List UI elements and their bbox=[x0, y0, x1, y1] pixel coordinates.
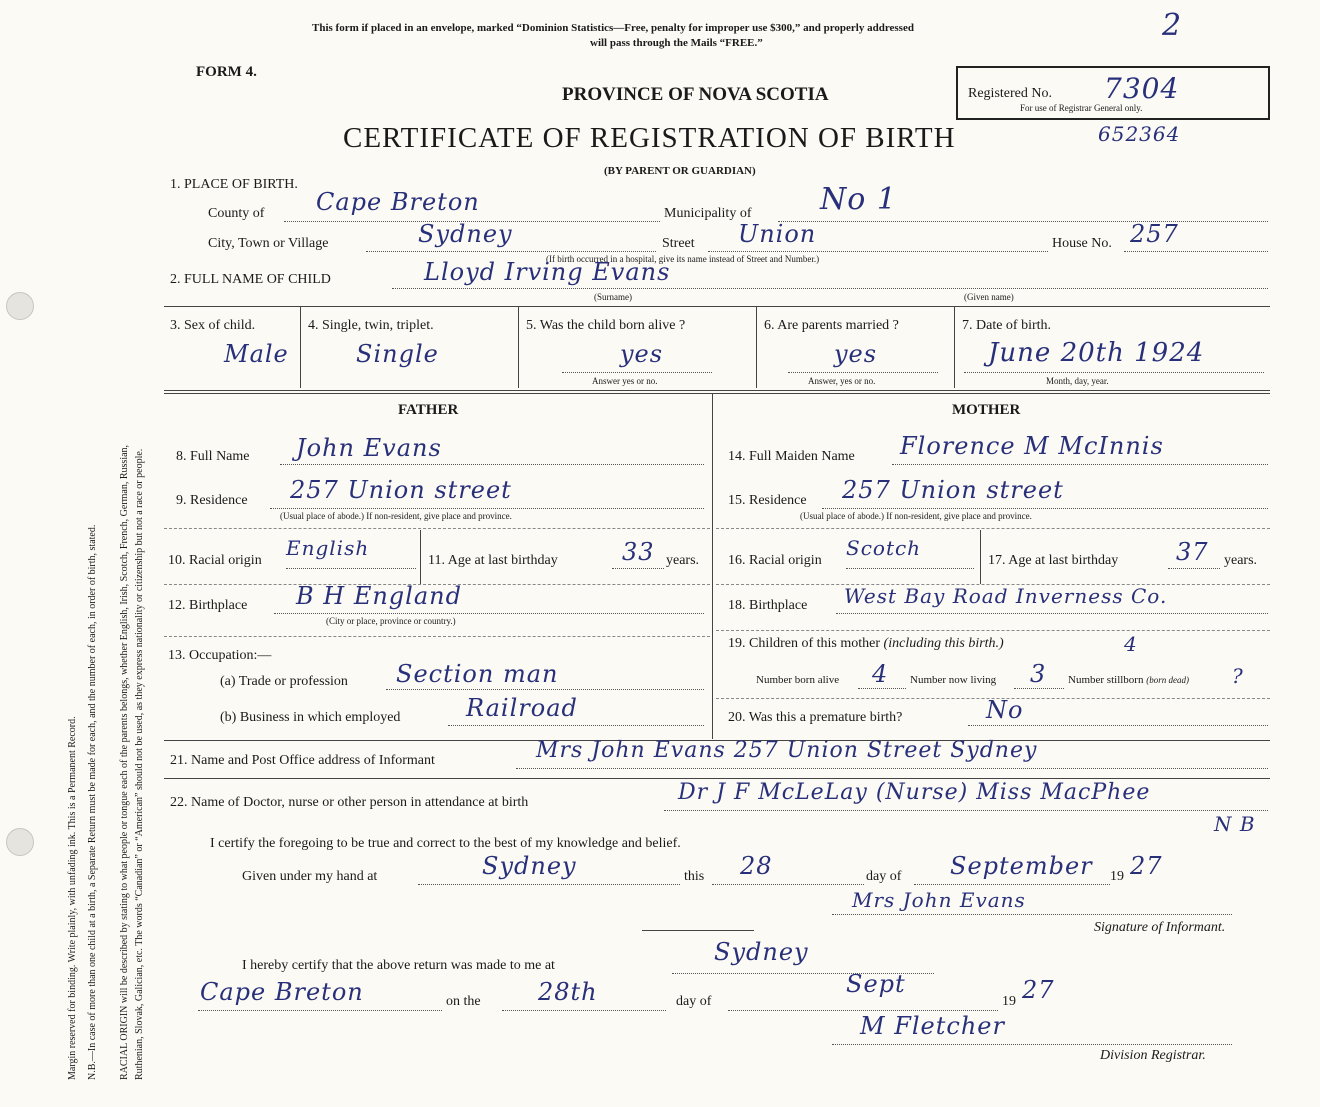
living-count-label: Number now living bbox=[910, 674, 997, 686]
margin-instructions-col4: Ruthenian, Slovak, Galician, etc. The words “Canadian” or “American” should not be used, as they express nationality or citizenship but not a race or people. bbox=[134, 448, 145, 1080]
doctor-line bbox=[664, 810, 1268, 811]
parents-column-divider bbox=[712, 394, 713, 739]
informant-line bbox=[516, 768, 1268, 769]
informant-certify-statement: I certify the foregoing to be true and correct to the best of my knowledge and belief. bbox=[210, 836, 681, 851]
stillborn-count-value: ? bbox=[1232, 664, 1244, 688]
registrar-county-value: Cape Breton bbox=[200, 978, 364, 1006]
born-alive-note: Answer yes or no. bbox=[592, 376, 658, 386]
sex-label: 3. Sex of child. bbox=[170, 318, 256, 333]
father-race-line bbox=[286, 568, 416, 569]
children-label-italic: (including this birth.) bbox=[883, 636, 1004, 651]
margin-instructions-col1: Margin reserved for binding. Write plainly, with unfading ink. This is a Permanent Record. bbox=[67, 716, 78, 1080]
house-number-label: House No. bbox=[1052, 236, 1112, 251]
father-birthplace-separator bbox=[164, 636, 710, 637]
municipality-value: No 1 bbox=[820, 182, 897, 217]
registrar-day-value: 28th bbox=[538, 978, 598, 1006]
father-race-value: English bbox=[286, 536, 370, 560]
registrar-on-the-label: on the bbox=[446, 994, 481, 1009]
margin-instructions-col2: N.B.—In case of more than one child at a birth, a Separate Return must be made for each, and the number of each, in order of birth, stated. bbox=[87, 524, 98, 1080]
stillborn-count-label bbox=[1068, 674, 1189, 686]
city-line bbox=[366, 251, 656, 252]
date-of-birth-value: June 20th 1924 bbox=[988, 338, 1205, 368]
father-birthplace-value: B H England bbox=[296, 582, 462, 610]
stillborn-label-italic: (born dead) bbox=[1146, 675, 1189, 685]
city-value: Sydney bbox=[418, 220, 513, 248]
parents-married-value: yes bbox=[834, 340, 878, 368]
premature-line bbox=[968, 725, 1268, 726]
document-title: CERTIFICATE OF REGISTRATION OF BIRTH bbox=[343, 122, 956, 154]
mother-age-value: 37 bbox=[1176, 538, 1209, 566]
form-number: FORM 4. bbox=[196, 64, 257, 80]
registrar-signature: M Fletcher bbox=[860, 1012, 1005, 1040]
mother-race-age-divider bbox=[980, 530, 981, 584]
father-race-label: 10. Racial origin bbox=[168, 553, 262, 568]
date-of-birth-line bbox=[964, 372, 1264, 373]
mother-race-value: Scotch bbox=[846, 536, 922, 560]
row3-divider-3 bbox=[756, 306, 757, 388]
mother-age-years: years. bbox=[1224, 553, 1258, 568]
children-label bbox=[728, 636, 1004, 652]
given-year-prefix: 19 bbox=[1110, 869, 1124, 884]
father-residence-separator bbox=[164, 528, 710, 529]
county-label: County of bbox=[208, 206, 265, 221]
given-name-note: (Given name) bbox=[964, 292, 1014, 302]
business-line bbox=[448, 725, 704, 726]
mother-age-label: 17. Age at last birthday bbox=[988, 553, 1119, 568]
registered-number: 7304 bbox=[1104, 72, 1180, 105]
street-line bbox=[708, 251, 1048, 252]
street-value: Union bbox=[738, 220, 817, 248]
father-age-value: 33 bbox=[622, 538, 655, 566]
row3-divider-1 bbox=[300, 306, 301, 388]
mail-notice-line1: This form if placed in an envelope, marked “Dominion Statistics—Free, penalty for improper use $300,” and properly addressed bbox=[312, 22, 914, 34]
mother-residence-separator bbox=[716, 528, 1270, 529]
child-name-value: Lloyd Irving Evans bbox=[424, 258, 671, 286]
doctor-extra-value: N B bbox=[1214, 812, 1256, 836]
stillborn-label-text: Number stillborn bbox=[1068, 674, 1144, 686]
child-name-label: 2. FULL NAME OF CHILD bbox=[170, 272, 331, 287]
binding-hole-bottom bbox=[6, 828, 34, 856]
registrar-county-line bbox=[198, 1010, 442, 1011]
street-label: Street bbox=[662, 236, 695, 251]
father-residence-note: (Usual place of abode.) If non-resident, give place and province. bbox=[280, 511, 512, 521]
informant-signature: Mrs John Evans bbox=[852, 888, 1026, 912]
binding-hole-top bbox=[6, 292, 34, 320]
doctor-label: 22. Name of Doctor, nurse or other person in attendance at birth bbox=[170, 795, 529, 810]
father-name-value: John Evans bbox=[296, 434, 442, 462]
born-alive-line bbox=[562, 372, 712, 373]
document-subtitle: (BY PARENT OR GUARDIAN) bbox=[604, 165, 756, 177]
registered-no-label: Registered No. bbox=[968, 86, 1052, 101]
division-registrar-label: Division Registrar. bbox=[1100, 1048, 1206, 1063]
father-residence-line bbox=[270, 508, 704, 509]
registrar-day-of-label: day of bbox=[676, 994, 712, 1009]
premature-label: 20. Was this a premature birth? bbox=[728, 710, 903, 725]
mail-notice-line2: will pass through the Mails “FREE.” bbox=[590, 37, 763, 49]
given-month-value: September bbox=[950, 852, 1093, 880]
mother-race-label: 16. Racial origin bbox=[728, 553, 822, 568]
given-place-line bbox=[418, 884, 680, 885]
father-age-years: years. bbox=[666, 553, 700, 568]
mother-birthplace-label: 18. Birthplace bbox=[728, 598, 808, 613]
father-name-line bbox=[280, 464, 704, 465]
informant-separator bbox=[164, 778, 1270, 779]
house-number-line bbox=[1124, 251, 1268, 252]
mother-age-line bbox=[1168, 568, 1220, 569]
hospital-note: (If birth occurred in a hospital, give its name instead of Street and Number.) bbox=[546, 254, 820, 264]
given-day-of-label: day of bbox=[866, 869, 902, 884]
parents-married-line bbox=[788, 372, 938, 373]
parents-married-label: 6. Are parents married ? bbox=[764, 318, 899, 333]
section-divider-short bbox=[642, 930, 754, 931]
corner-handwritten-mark: 2 bbox=[1162, 8, 1183, 43]
mother-residence-label: 15. Residence bbox=[728, 493, 807, 508]
row3-divider-4 bbox=[954, 306, 955, 388]
county-value: Cape Breton bbox=[316, 188, 480, 216]
house-number-value: 257 bbox=[1130, 220, 1179, 248]
given-day-value: 28 bbox=[740, 852, 773, 880]
registrar-day-line bbox=[502, 1010, 666, 1011]
row3-bottom-border-double bbox=[164, 393, 1270, 394]
given-day-line bbox=[712, 884, 864, 885]
father-residence-label: 9. Residence bbox=[176, 493, 248, 508]
province-heading: PROVINCE OF NOVA SCOTIA bbox=[562, 84, 829, 105]
city-label: City, Town or Village bbox=[208, 236, 329, 251]
mother-heading: MOTHER bbox=[952, 402, 1021, 418]
registration-box bbox=[956, 66, 1270, 120]
sex-value: Male bbox=[224, 340, 289, 368]
business-label: (b) Business in which employed bbox=[220, 710, 401, 725]
children-label-text: 19. Children of this mother bbox=[728, 636, 881, 651]
plurality-label: 4. Single, twin, triplet. bbox=[308, 318, 434, 333]
row3-divider-2 bbox=[518, 306, 519, 388]
informant-label: 21. Name and Post Office address of Informant bbox=[170, 753, 435, 768]
father-age-line bbox=[612, 568, 664, 569]
trade-value: Section man bbox=[396, 660, 559, 688]
given-under-hand-label: Given under my hand at bbox=[242, 869, 378, 884]
registrar-year-prefix: 19 bbox=[1002, 994, 1016, 1009]
father-residence-value: 257 Union street bbox=[290, 476, 512, 504]
child-name-line bbox=[392, 288, 1268, 289]
father-race-age-divider bbox=[420, 530, 421, 584]
born-alive-count-label: Number born alive bbox=[756, 674, 840, 686]
mother-name-value: Florence M McInnis bbox=[900, 432, 1164, 460]
registrar-certify-statement: I hereby certify that the above return was made to me at bbox=[242, 958, 555, 973]
registration-extra-number: 652364 bbox=[1098, 122, 1181, 146]
informant-signature-label: Signature of Informant. bbox=[1094, 920, 1226, 935]
mother-birthplace-line bbox=[836, 613, 1268, 614]
given-month-line bbox=[914, 884, 1110, 885]
trade-label: (a) Trade or profession bbox=[220, 674, 348, 689]
given-place-value: Sydney bbox=[482, 852, 577, 880]
registrar-place-value: Sydney bbox=[714, 938, 809, 966]
born-alive-count-value: 4 bbox=[872, 660, 889, 688]
date-of-birth-label: 7. Date of birth. bbox=[962, 318, 1052, 333]
mother-birthplace-separator bbox=[716, 630, 1270, 631]
living-count-line bbox=[1014, 688, 1064, 689]
father-birthplace-line bbox=[274, 613, 704, 614]
given-this-label: this bbox=[684, 869, 705, 884]
row3-bottom-border bbox=[164, 390, 1270, 391]
premature-value: No bbox=[986, 696, 1024, 724]
registrar-year-value: 27 bbox=[1022, 976, 1055, 1004]
mother-residence-line bbox=[822, 508, 1268, 509]
occupation-label: 13. Occupation:— bbox=[168, 648, 272, 663]
father-birthplace-label: 12. Birthplace bbox=[168, 598, 248, 613]
father-name-label: 8. Full Name bbox=[176, 449, 250, 464]
mother-name-label: 14. Full Maiden Name bbox=[728, 449, 855, 464]
father-birthplace-note: (City or place, province or country.) bbox=[326, 616, 456, 626]
children-value: 4 bbox=[1124, 632, 1138, 656]
informant-signature-line bbox=[832, 914, 1232, 915]
row3-top-border bbox=[164, 306, 1270, 307]
mother-race-line bbox=[846, 568, 974, 569]
surname-note: (Surname) bbox=[594, 292, 632, 302]
mother-residence-value: 257 Union street bbox=[842, 476, 1064, 504]
born-alive-count-line bbox=[858, 688, 906, 689]
parents-married-note: Answer, yes or no. bbox=[808, 376, 876, 386]
mother-birthplace-value: West Bay Road Inverness Co. bbox=[844, 584, 1168, 608]
date-of-birth-note: Month, day, year. bbox=[1046, 376, 1109, 386]
registrar-month-value: Sept bbox=[846, 970, 906, 998]
given-year-value: 27 bbox=[1130, 852, 1163, 880]
father-age-label: 11. Age at last birthday bbox=[428, 553, 558, 568]
margin-instructions-col3: RACIAL ORIGIN will be described by stating to what people or tongue each of the parents belongs, whether English, Irish, Scotch, French, German, Russian, bbox=[119, 444, 130, 1080]
plurality-value: Single bbox=[356, 340, 439, 368]
informant-value: Mrs John Evans 257 Union Street Sydney bbox=[536, 738, 1038, 763]
mother-residence-note: (Usual place of abode.) If non-resident, give place and province. bbox=[800, 511, 1032, 521]
registrar-use-note: For use of Registrar General only. bbox=[1020, 103, 1143, 113]
registrar-month-line bbox=[728, 1010, 998, 1011]
living-count-value: 3 bbox=[1030, 660, 1047, 688]
municipality-line bbox=[778, 221, 1268, 222]
father-heading: FATHER bbox=[398, 402, 459, 418]
municipality-label: Municipality of bbox=[664, 206, 752, 221]
trade-line bbox=[386, 689, 704, 690]
place-of-birth-label: 1. PLACE OF BIRTH. bbox=[170, 177, 298, 192]
doctor-value: Dr J F McLeLay (Nurse) Miss MacPhee bbox=[678, 780, 1151, 805]
registrar-signature-line bbox=[832, 1044, 1232, 1045]
mother-name-line bbox=[892, 464, 1268, 465]
business-value: Railroad bbox=[466, 694, 578, 722]
born-alive-label: 5. Was the child born alive ? bbox=[526, 318, 686, 333]
born-alive-value: yes bbox=[620, 340, 664, 368]
